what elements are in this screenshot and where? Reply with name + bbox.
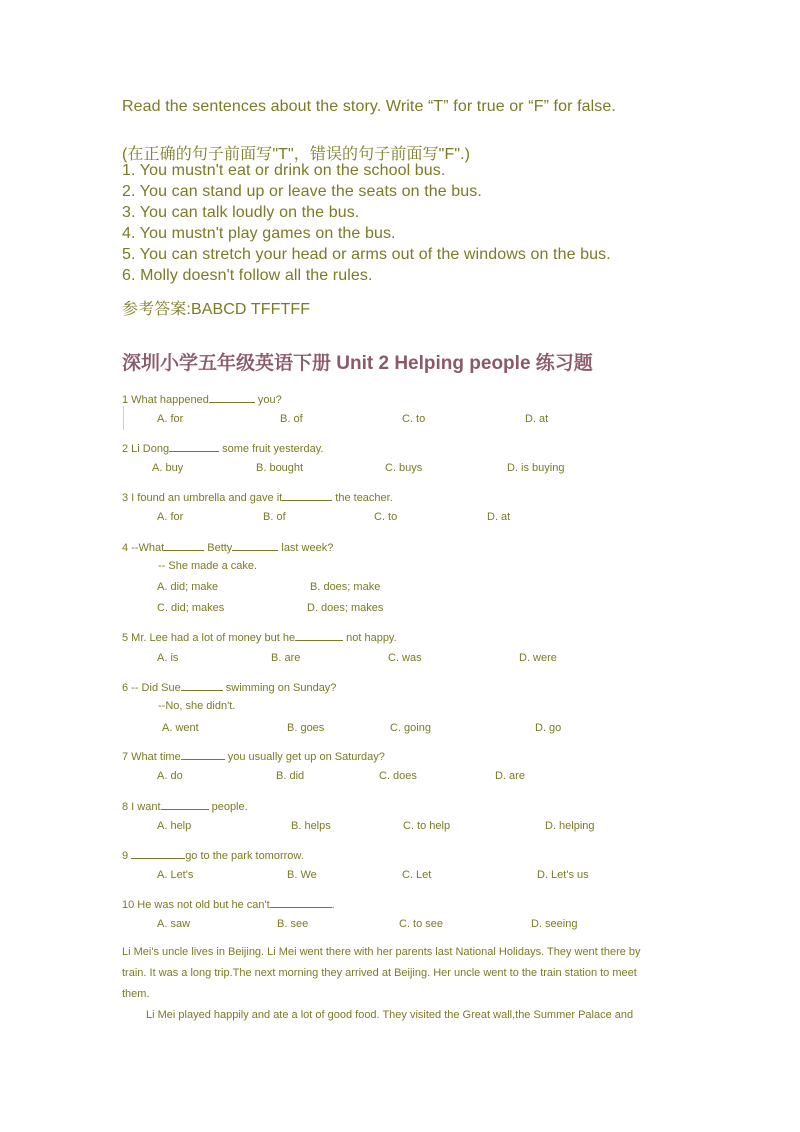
- option-b: B. bought: [256, 462, 304, 474]
- option-b: B. are: [271, 652, 301, 664]
- option-c: C. did; makes: [157, 602, 225, 614]
- question-text: 6 -- Did Sue: [122, 682, 181, 694]
- option-c: C. going: [390, 722, 431, 734]
- question-text: you?: [254, 394, 282, 406]
- question-text: 9: [122, 850, 132, 862]
- question-text: 1 What happened: [122, 394, 209, 406]
- option-c: C. to: [374, 511, 398, 523]
- option-a: A. for: [157, 511, 184, 523]
- answer-blank: [209, 392, 255, 403]
- question-text: some fruit yesterday.: [219, 443, 324, 455]
- statement-5: 5. You can stretch your head or arms out of the windows on the bus.: [122, 246, 611, 263]
- answer-blank: [232, 540, 278, 551]
- question-text: the teacher.: [332, 492, 393, 504]
- answer-blank: [169, 441, 219, 452]
- statement-4: 4. You mustn't play games on the bus.: [122, 225, 396, 242]
- option-c: C. was: [388, 652, 422, 664]
- question-text: people.: [208, 801, 248, 813]
- question-6: [122, 680, 336, 694]
- answer-blank: [161, 799, 209, 810]
- option-a: A. for: [157, 413, 184, 425]
- statement-6: 6. Molly doesn't follow all the rules.: [122, 267, 373, 284]
- passage-paragraph-2: Li Mei played happily and ate a lot of good food. They visited the Great wall,the Summer Palace and: [146, 1009, 634, 1021]
- option-c: C. to help: [403, 820, 451, 832]
- answer-blank: [282, 490, 332, 501]
- option-c: C. Let: [402, 869, 432, 881]
- option-d: D. is buying: [507, 462, 565, 474]
- option-a: A. buy: [152, 462, 184, 474]
- option-b: B. of: [263, 511, 286, 523]
- question-8: [122, 799, 248, 813]
- statement-2: 2. You can stand up or leave the seats on the bus.: [122, 183, 482, 200]
- option-b: B. helps: [291, 820, 331, 832]
- option-c: C. buys: [385, 462, 423, 474]
- question-text: 3 I found an umbrella and gave it: [122, 492, 283, 504]
- question-text: 10 He was not old but he can't: [122, 899, 270, 911]
- option-c: C. to see: [399, 918, 444, 930]
- statement-1: 1. You mustn't eat or drink on the school bus.: [122, 162, 446, 179]
- option-d: D. are: [495, 770, 525, 782]
- option-d: D. at: [525, 413, 549, 425]
- option-d: D. were: [519, 652, 557, 664]
- question-text: .: [331, 899, 335, 911]
- margin-line: [123, 406, 124, 430]
- instruction-cn-text: (在正确的句子前面写"T"，错误的句子前面写"F".): [122, 146, 471, 163]
- answer-key: 参考答案:BABCD TFFTFF: [122, 301, 311, 318]
- option-b: B. We: [287, 869, 317, 881]
- question-text: Betty: [204, 542, 233, 554]
- question-text: 2 Li Dong: [122, 443, 170, 455]
- passage-paragraph-1: Li Mei's uncle lives in Beijing. Li Mei went there with her parents last National Holidays. They went there by train. It was a long trip.The next morning they arrived at Beijing. Her uncle went to the train station to meet them.: [122, 946, 641, 1000]
- question-text: you usually get up on Saturday?: [224, 751, 385, 763]
- option-d: D. at: [487, 511, 511, 523]
- option-d: D. helping: [545, 820, 595, 832]
- option-b: B. see: [277, 918, 309, 930]
- question-reply: --No, she didn't.: [158, 700, 236, 712]
- option-b: B. does; make: [310, 581, 381, 593]
- option-d: D. Let's us: [537, 869, 589, 881]
- option-d: D. seeing: [531, 918, 578, 930]
- option-a: A. Let's: [157, 869, 194, 881]
- question-2: [122, 441, 323, 455]
- question-text: swimming on Sunday?: [222, 682, 337, 694]
- option-b: B. goes: [287, 722, 325, 734]
- statement-3: 3. You can talk loudly on the bus.: [122, 204, 360, 221]
- option-a: A. went: [162, 722, 199, 734]
- question-text: last week?: [278, 542, 334, 554]
- option-a: A. is: [157, 652, 179, 664]
- question-text: not happy.: [343, 632, 397, 644]
- question-text: 8 I want: [122, 801, 161, 813]
- answer-blank: [164, 540, 204, 551]
- option-b: B. of: [280, 413, 303, 425]
- question-1: [122, 392, 282, 406]
- question-text: 7 What time: [122, 751, 181, 763]
- question-5: [122, 630, 397, 644]
- option-b: B. did: [276, 770, 305, 782]
- option-a: A. saw: [157, 918, 191, 930]
- question-10: [122, 897, 335, 911]
- question-9: [122, 848, 304, 862]
- question-4: [122, 540, 333, 554]
- question-7: [122, 749, 385, 763]
- option-c: C. does: [379, 770, 417, 782]
- answer-blank: [270, 897, 332, 908]
- option-a: A. help: [157, 820, 192, 832]
- question-3: [122, 490, 393, 504]
- question-text: 5 Mr. Lee had a lot of money but he: [122, 632, 296, 644]
- question-text: 4 --What: [122, 542, 165, 554]
- answer-blank: [295, 630, 343, 641]
- option-d: D. does; makes: [307, 602, 384, 614]
- option-d: D. go: [535, 722, 562, 734]
- instruction-text: Read the sentences about the story. Write “T” for true or “F” for false.: [122, 98, 616, 115]
- option-a: A. do: [157, 770, 183, 782]
- option-c: C. to: [402, 413, 426, 425]
- question-reply: -- She made a cake.: [158, 560, 258, 572]
- answer-blank: [181, 680, 223, 691]
- answer-blank: [181, 749, 225, 760]
- question-text: go to the park tomorrow.: [185, 850, 304, 862]
- section-title: 深圳小学五年级英语下册 Unit 2 Helping people 练习题: [122, 353, 593, 374]
- answer-blank: [131, 848, 185, 859]
- option-a: A. did; make: [157, 581, 219, 593]
